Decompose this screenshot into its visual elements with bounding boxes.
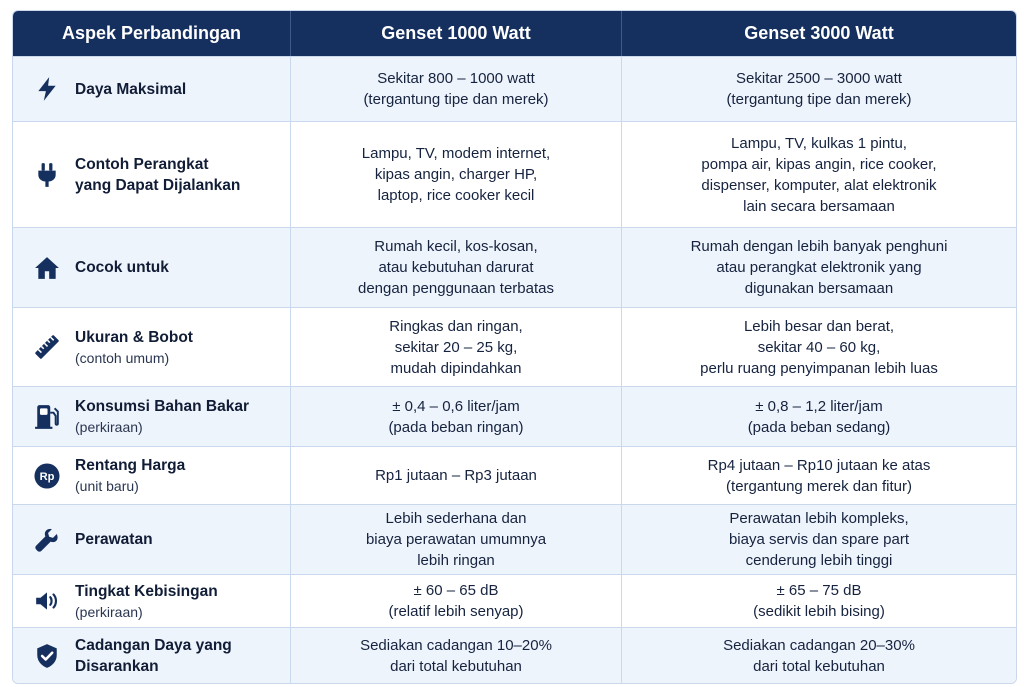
aspect-sublabel: (contoh umum)	[75, 349, 170, 366]
genset-3000-cell	[622, 121, 1016, 227]
cell-text-line: (tergantung tipe dan merek)	[726, 91, 912, 108]
aspect-label: Rentang Harga	[75, 457, 186, 474]
aspect-cell	[13, 627, 291, 683]
home-icon	[33, 254, 61, 282]
cell-text-line: (relatif lebih senyap)	[388, 603, 524, 620]
cell-text-line: lain secara bersamaan	[743, 197, 895, 215]
cell-text-line: Lebih sederhana dan	[385, 510, 527, 527]
genset-3000-cell	[622, 386, 1016, 446]
cell-text-line: (tergantung merek dan fitur)	[726, 477, 912, 495]
genset-1000-cell	[291, 504, 622, 574]
aspect-label-wrap	[21, 396, 282, 437]
aspect-text	[75, 154, 240, 196]
table-row	[13, 446, 1016, 504]
aspect-label-wrap	[21, 526, 282, 554]
genset-1000-cell	[291, 386, 622, 446]
cell-text-line: Rp4 jutaan – Rp10 jutaan ke atas	[707, 456, 931, 474]
cell-text-line: Lebih besar dan berat,	[743, 317, 895, 335]
cell-text-line: atau perangkat elektronik yang	[716, 259, 922, 276]
aspect-cell	[13, 574, 291, 627]
aspect-label: yang Dapat Dijalankan	[75, 176, 241, 194]
aspect-cell	[13, 121, 291, 227]
aspect-sublabel: (perkiraan)	[75, 603, 143, 620]
cell-text-line: lebih ringan	[417, 552, 495, 569]
aspect-label: Konsumsi Bahan Bakar	[75, 398, 249, 415]
cell-text-line: dengan penggunaan terbatas	[357, 280, 554, 297]
aspect-cell	[13, 446, 291, 504]
table-row	[13, 627, 1016, 683]
cell-text-line: dari total kebutuhan	[390, 657, 522, 675]
aspect-cell	[13, 227, 291, 307]
genset-3000-cell	[622, 307, 1016, 386]
table-row	[13, 386, 1016, 446]
aspect-label-wrap	[21, 455, 282, 496]
aspect-text	[75, 327, 193, 368]
aspect-label: Perawatan	[75, 531, 153, 548]
cell-text-line: (tergantung tipe dan merek)	[363, 91, 549, 108]
shield-check-icon	[33, 642, 61, 670]
cell-text-line: Perawatan lebih kompleks,	[729, 510, 909, 527]
aspect-label: Daya Maksimal	[75, 80, 187, 98]
genset-1000-cell	[291, 56, 622, 121]
cell-text-line: Rp1 jutaan – Rp3 jutaan	[375, 467, 537, 484]
cell-text-line: (pada beban ringan)	[388, 418, 524, 436]
cell-text-line: Sediakan cadangan 10–20%	[360, 636, 552, 654]
genset-1000-cell	[291, 227, 622, 307]
wrench-icon	[33, 526, 61, 554]
genset-3000-cell	[622, 227, 1016, 307]
table-row	[13, 307, 1016, 386]
rupiah-icon-text: Rp	[39, 470, 55, 483]
comparison-table	[12, 10, 1017, 684]
genset-1000-cell	[291, 446, 622, 504]
cell-text-line: biaya servis dan spare part	[728, 531, 910, 548]
speaker-icon	[33, 587, 61, 615]
aspect-text	[75, 635, 232, 677]
cell-text-line: biaya perawatan umumnya	[365, 531, 547, 548]
genset-1000-cell	[291, 307, 622, 386]
comparison-table-container	[12, 10, 1015, 684]
cell-text-line: sekitar 40 – 60 kg,	[757, 338, 881, 356]
genset-1000-cell	[291, 574, 622, 627]
cell-text-line: ± 65 – 75 dB	[776, 582, 862, 599]
table-row	[13, 574, 1016, 627]
table-header-row	[13, 11, 1016, 56]
cell-text-line: Ringkas dan ringan,	[389, 317, 523, 335]
aspect-label-wrap	[21, 75, 282, 103]
cell-text-line: kipas angin, charger HP,	[374, 166, 538, 183]
aspect-cell	[13, 56, 291, 121]
cell-text-line: Sekitar 2500 – 3000 watt	[736, 70, 902, 87]
rupiah-icon	[33, 462, 61, 490]
aspect-text	[75, 455, 185, 496]
aspect-cell	[13, 504, 291, 574]
aspect-cell	[13, 386, 291, 446]
cell-text-line: (sedikit lebih bising)	[753, 603, 885, 620]
ruler-icon	[33, 333, 61, 361]
genset-3000-cell	[622, 574, 1016, 627]
genset-3000-cell	[622, 504, 1016, 574]
genset-1000-cell	[291, 121, 622, 227]
aspect-label-wrap	[21, 154, 282, 196]
cell-text-line: Lampu, TV, modem internet,	[361, 145, 551, 162]
cell-text-line: Lampu, TV, kulkas 1 pintu,	[731, 134, 907, 152]
genset-3000-cell	[622, 627, 1016, 683]
aspect-text	[75, 581, 218, 622]
fuel-pump-icon	[33, 403, 61, 431]
aspect-label: Ukuran & Bobot	[75, 328, 193, 346]
header-genset-3000: Genset 3000 Watt	[622, 11, 1016, 56]
table-row	[13, 504, 1016, 574]
cell-text-line: digunakan bersamaan	[744, 280, 894, 297]
aspect-label-wrap	[21, 581, 282, 622]
cell-text-line: mudah dipindahkan	[390, 359, 522, 377]
genset-3000-cell	[622, 56, 1016, 121]
header-genset-1000: Genset 1000 Watt	[291, 11, 622, 56]
aspect-label-wrap	[21, 254, 282, 282]
table-row	[13, 56, 1016, 121]
aspect-sublabel: (perkiraan)	[75, 419, 143, 435]
aspect-sublabel: (unit baru)	[75, 478, 139, 494]
plug-icon	[33, 161, 61, 189]
cell-text-line: dari total kebutuhan	[753, 657, 885, 675]
cell-text-line: atau kebutuhan darurat	[378, 259, 534, 276]
aspect-label-wrap	[21, 327, 282, 368]
cell-text-line: ± 0,4 – 0,6 liter/jam	[392, 397, 520, 415]
cell-text-line: Rumah kecil, kos-kosan,	[374, 238, 538, 255]
cell-text-line: dispenser, komputer, alat elektronik	[701, 176, 937, 194]
aspect-cell	[13, 307, 291, 386]
aspect-label: Cocok untuk	[75, 259, 169, 276]
lightning-icon	[33, 75, 61, 103]
table-row	[13, 121, 1016, 227]
aspect-text	[75, 396, 249, 437]
genset-1000-cell	[291, 627, 622, 683]
cell-text-line: perlu ruang penyimpanan lebih luas	[700, 359, 938, 377]
cell-text-line: ± 60 – 65 dB	[413, 582, 499, 599]
cell-text-line: cenderung lebih tinggi	[745, 552, 893, 569]
cell-text-line: ± 0,8 – 1,2 liter/jam	[755, 397, 883, 415]
aspect-label: Contoh Perangkat	[75, 155, 209, 173]
aspect-text	[75, 257, 169, 278]
header-aspect: Aspek Perbandingan	[13, 11, 291, 56]
cell-text-line: pompa air, kipas angin, rice cooker,	[701, 155, 937, 173]
aspect-text	[75, 79, 186, 100]
cell-text-line: laptop, rice cooker kecil	[377, 187, 535, 204]
table-row	[13, 227, 1016, 307]
cell-text-line: Sediakan cadangan 20–30%	[723, 636, 915, 654]
cell-text-line: sekitar 20 – 25 kg,	[394, 338, 518, 356]
genset-3000-cell	[622, 446, 1016, 504]
cell-text-line: Rumah dengan lebih banyak penghuni	[690, 238, 948, 255]
aspect-label: Tingkat Kebisingan	[75, 582, 218, 600]
aspect-label-wrap	[21, 635, 282, 677]
cell-text-line: (pada beban sedang)	[747, 418, 891, 436]
aspect-label: Disarankan	[75, 657, 159, 675]
aspect-label: Cadangan Daya yang	[75, 636, 232, 654]
aspect-text	[75, 529, 153, 550]
cell-text-line: Sekitar 800 – 1000 watt	[377, 70, 535, 87]
